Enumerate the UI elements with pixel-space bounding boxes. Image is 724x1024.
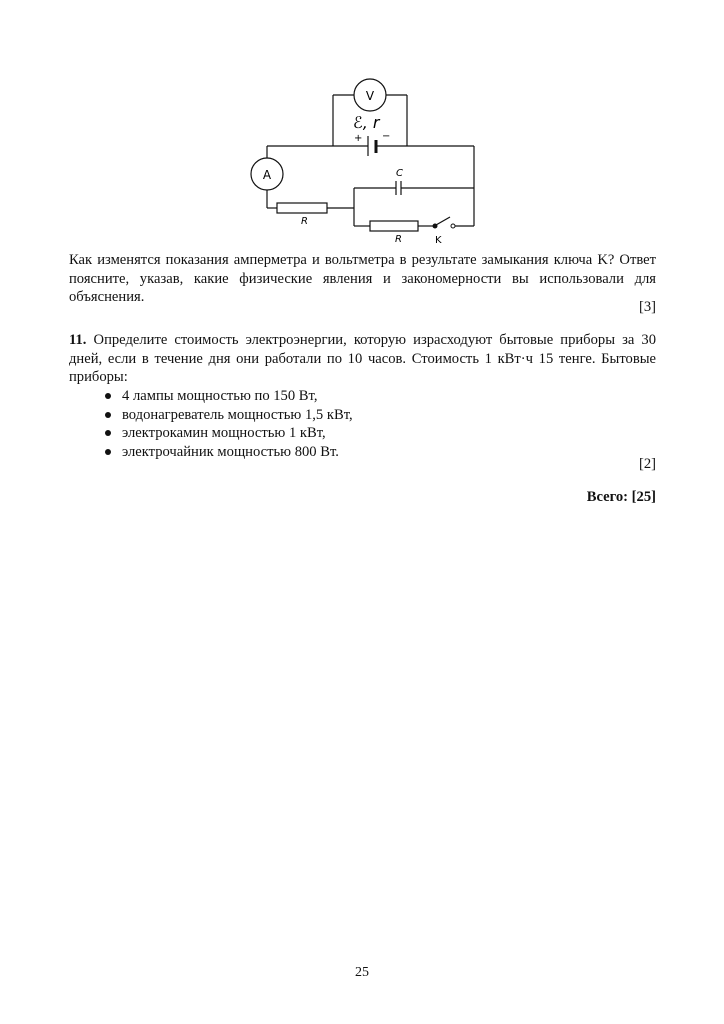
bullet-icon — [105, 412, 111, 418]
list-item — [104, 406, 353, 425]
question-11-text: Определите стоимость электроэнергии, которую израсходуют бытовые приборы за 30 дней, если в течение дня они работали по 10 часов. Стоимость 1 кВт·ч 15 тенге. Бытовые приборы: — [69, 332, 656, 385]
page-number: 25 — [355, 965, 369, 980]
circuit-diagram — [250, 78, 490, 250]
capacitor-label: C — [396, 168, 403, 179]
question-10-text: Как изменятся показания амперметра и вольтметра в результате замыкания ключа K? Ответ поясните, указав, какие физические явления и закономерности вы использовали для объяснения. — [69, 252, 656, 305]
bullet-icon — [105, 449, 111, 455]
resistor-top-label: R — [301, 216, 308, 227]
bullet-icon — [105, 430, 111, 436]
plus-sign: + — [354, 133, 363, 144]
resistor-bottom-label: R — [395, 234, 402, 245]
list-item — [104, 387, 353, 406]
minus-sign: − — [382, 131, 391, 142]
list-item — [104, 443, 353, 462]
list-item-text: электрочайник мощностью 800 Вт. — [122, 443, 339, 460]
ammeter-label: A — [262, 168, 272, 182]
bullet-icon — [105, 393, 111, 399]
resistor-top — [277, 203, 327, 213]
emf-label: ℰ, r — [353, 113, 380, 132]
switch-blade — [436, 217, 450, 225]
total-score: Всего: [25] — [586, 489, 656, 505]
list-item — [104, 424, 353, 443]
switch-contact — [433, 224, 438, 229]
list-item-text: водонагреватель мощностью 1,5 кВт, — [122, 406, 353, 423]
question-11 — [69, 331, 656, 387]
voltmeter-label: V — [365, 89, 375, 103]
list-item-text: 4 лампы мощностью по 150 Вт, — [122, 388, 318, 404]
switch-contact — [451, 224, 455, 228]
question-11-marks: [2] — [638, 456, 656, 472]
question-10-marks: [3] — [638, 299, 656, 315]
question-11-number: 11. — [69, 332, 87, 348]
appliance-list — [104, 387, 353, 461]
resistor-bottom — [370, 221, 418, 231]
list-item-text: электрокамин мощностью 1 кВт, — [122, 425, 326, 441]
switch-label: K — [435, 235, 442, 246]
